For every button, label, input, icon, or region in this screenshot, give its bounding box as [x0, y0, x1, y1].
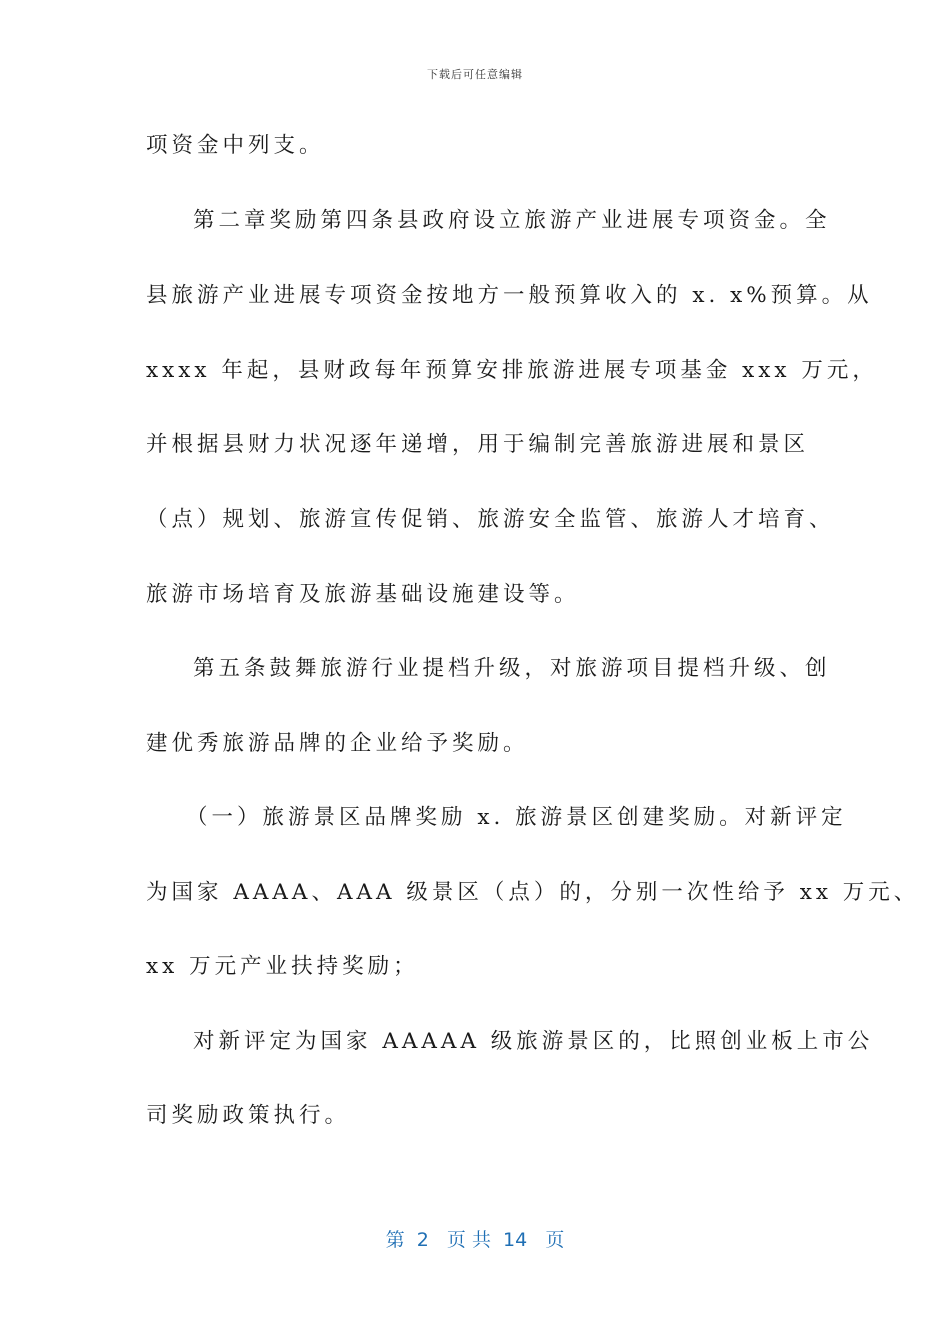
body-line: （点）规划、旅游宣传促销、旅游安全监管、旅游人才培育、 — [146, 507, 835, 532]
body-line: 县旅游产业进展专项资金按地方一般预算收入的 x. x%预算。从 — [146, 283, 873, 308]
body-line: 对新评定为国家 AAAAA 级旅游景区的，比照创业板上市公 — [193, 1029, 874, 1054]
body-line: 为国家 AAAA、AAA 级景区（点）的，分别一次性给予 xx 万元、 — [146, 880, 920, 905]
body-line: 第二章奖励第四条县政府设立旅游产业进展专项资金。全 — [193, 208, 831, 233]
body-line: 司奖励政策执行。 — [146, 1103, 351, 1128]
body-line: （一）旅游景区品牌奖励 x. 旅游景区创建奖励。对新评定 — [186, 805, 847, 830]
body-line: 建优秀旅游品牌的企业给予奖励。 — [146, 731, 529, 756]
body-line: 第五条鼓舞旅游行业提档升级，对旅游项目提档升级、创 — [193, 656, 831, 681]
body-line: 并根据县财力状况逐年递增，用于编制完善旅游进展和景区 — [146, 432, 810, 457]
body-line: 项资金中列支。 — [146, 133, 325, 158]
body-line: xx 万元产业扶持奖励； — [146, 954, 419, 979]
header-note: 下载后可任意编辑 — [427, 68, 523, 81]
body-line: xxxx 年起，县财政每年预算安排旅游进展专项基金 xxx 万元， — [146, 358, 878, 383]
page-number-footer: 第 2 页 共 14 页 — [385, 1229, 565, 1251]
body-line: 旅游市场培育及旅游基础设施建设等。 — [146, 582, 580, 607]
